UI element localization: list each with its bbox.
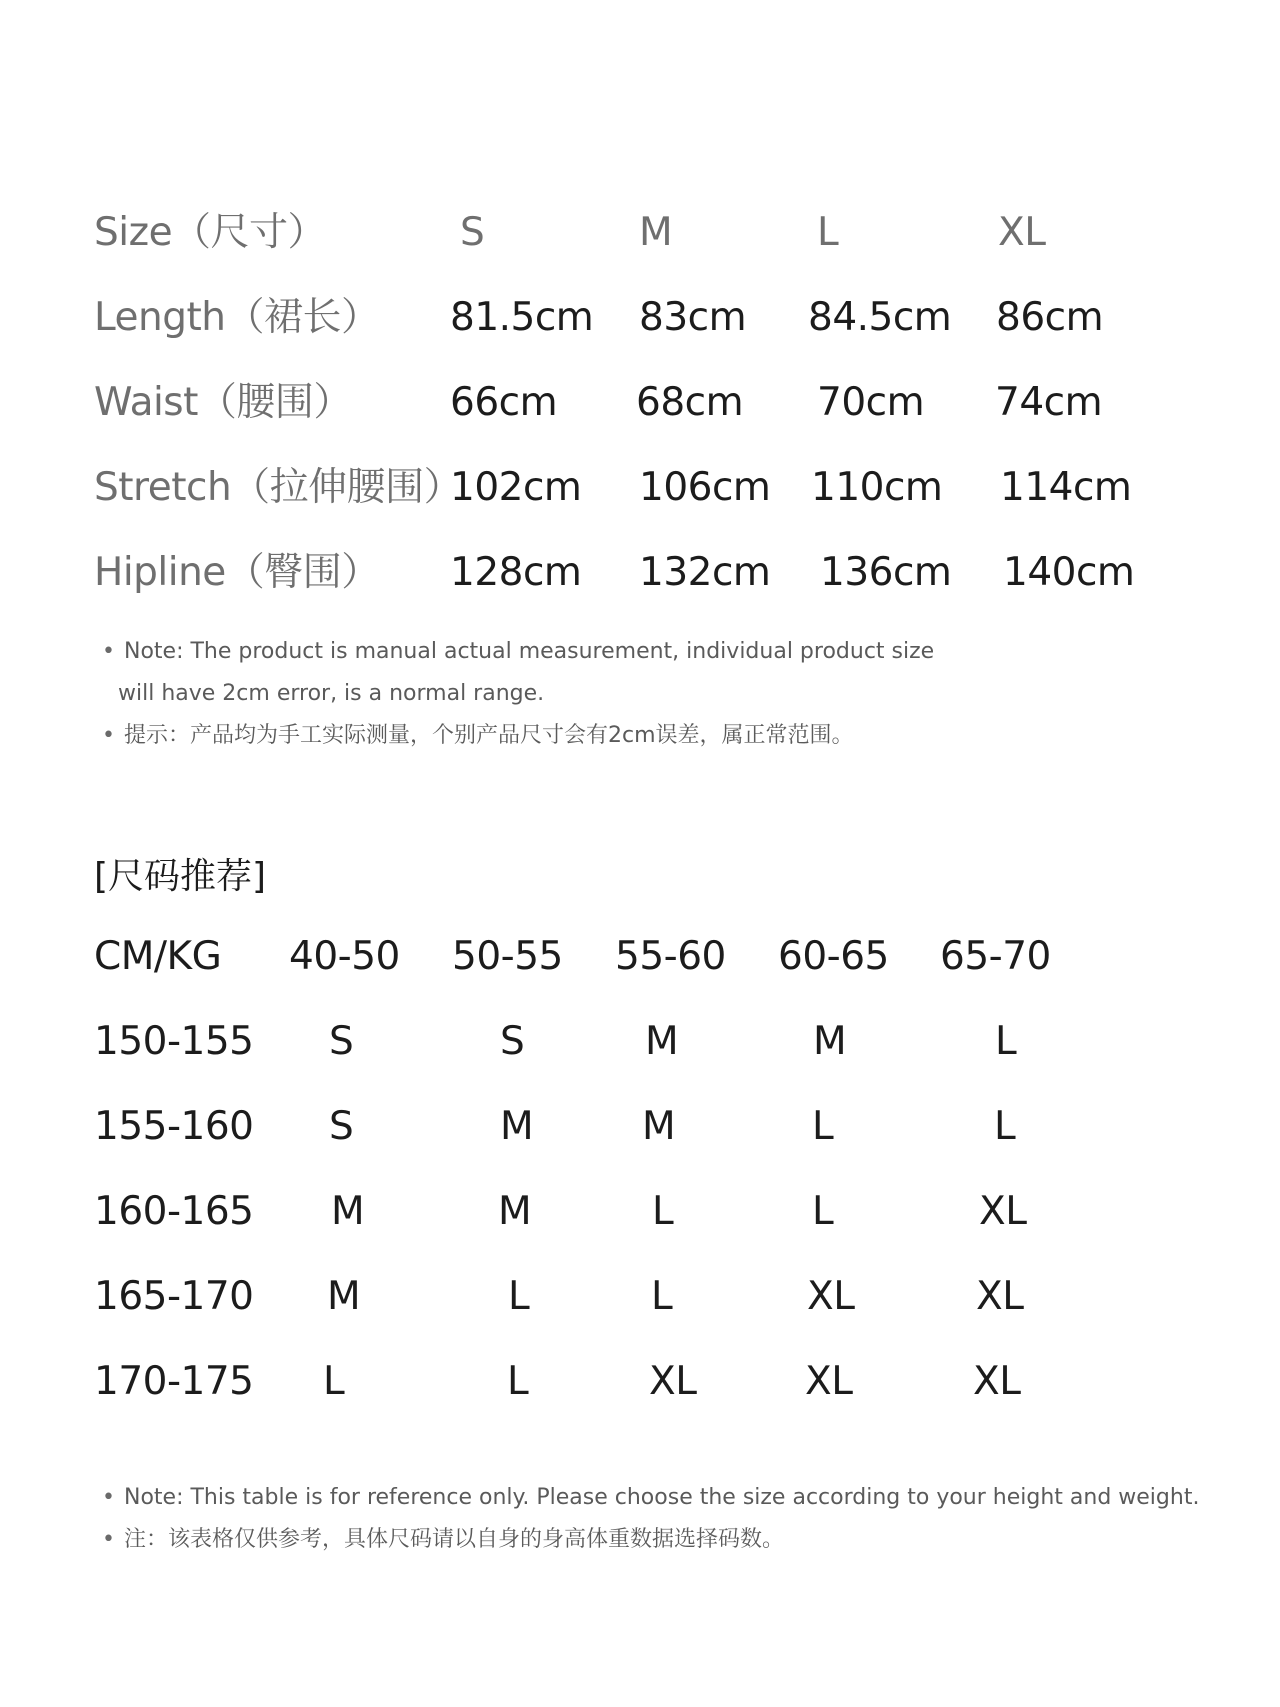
row-label: Length（裙长）: [94, 295, 380, 340]
rec-header-label: CM/KG: [94, 934, 222, 979]
measurement-notes: [98, 631, 1248, 757]
rec-size: L: [507, 1359, 529, 1404]
rec-size: M: [331, 1189, 365, 1234]
row-label: Hipline（臀围）: [94, 550, 380, 595]
height-label: 155-160: [94, 1104, 254, 1149]
height-label: 160-165: [94, 1189, 254, 1234]
size-header-l: L: [817, 210, 839, 255]
note-item: [98, 1477, 1248, 1519]
length-m: 83cm: [639, 295, 747, 340]
rec-size: XL: [976, 1274, 1024, 1319]
note-item: [98, 715, 1248, 757]
rec-size: XL: [973, 1359, 1021, 1404]
rec-size: L: [652, 1189, 674, 1234]
size-header-m: M: [639, 210, 673, 255]
note-en-line2: will have 2cm error, is a normal range.: [118, 681, 545, 706]
stretch-m: 106cm: [639, 465, 771, 510]
rec-size: M: [498, 1189, 532, 1234]
note-en-line1: Note: The product is manual actual measurement, individual product size: [124, 639, 935, 664]
height-label: 170-175: [94, 1359, 254, 1404]
rec-row: [94, 1272, 1194, 1357]
size-chart-row-hipline: [94, 548, 1194, 633]
row-label: Stretch（拉伸腰围）: [94, 465, 463, 510]
size-chart: [94, 208, 1194, 633]
rec-size: M: [645, 1019, 679, 1064]
length-l: 84.5cm: [808, 295, 952, 340]
rec-size: XL: [649, 1359, 697, 1404]
reference-notes: [98, 1477, 1248, 1561]
note-en: Note: This table is for reference only. Please choose the size according to your height and weight.: [124, 1485, 1200, 1510]
rec-size: L: [323, 1359, 345, 1404]
length-s: 81.5cm: [450, 295, 594, 340]
stretch-l: 110cm: [811, 465, 943, 510]
rec-size: XL: [807, 1274, 855, 1319]
bullet-icon: •: [102, 723, 115, 748]
size-header-label: Size（尺寸）: [94, 210, 327, 255]
size-header-s: S: [460, 210, 485, 255]
waist-s: 66cm: [450, 380, 558, 425]
rec-size: L: [995, 1019, 1017, 1064]
waist-l: 70cm: [817, 380, 925, 425]
hipline-s: 128cm: [450, 550, 582, 595]
rec-size: M: [813, 1019, 847, 1064]
size-chart-row-stretch: [94, 463, 1194, 548]
rec-size: S: [329, 1104, 354, 1149]
rec-size: L: [651, 1274, 673, 1319]
size-chart-header-row: [94, 208, 1194, 293]
hipline-l: 136cm: [820, 550, 952, 595]
size-recommendation-table: [94, 932, 1194, 1442]
rec-size: L: [812, 1104, 834, 1149]
rec-size: L: [994, 1104, 1016, 1149]
rec-row: [94, 1102, 1194, 1187]
rec-row: [94, 1357, 1194, 1442]
height-label: 150-155: [94, 1019, 254, 1064]
note-zh: 提示：产品均为手工实际测量，个别产品尺寸会有2cm误差，属正常范围。: [124, 723, 854, 748]
weight-header: 50-55: [452, 934, 563, 979]
rec-size: XL: [979, 1189, 1027, 1234]
rec-size: S: [500, 1019, 525, 1064]
bullet-icon: •: [102, 1485, 115, 1510]
waist-xl: 74cm: [995, 380, 1103, 425]
rec-size: S: [329, 1019, 354, 1064]
rec-row: [94, 1187, 1194, 1272]
rec-size: M: [327, 1274, 361, 1319]
rec-size: L: [508, 1274, 530, 1319]
bullet-icon: •: [102, 1527, 115, 1552]
stretch-xl: 114cm: [1000, 465, 1132, 510]
rec-header-row: [94, 932, 1194, 1017]
note-item: [98, 631, 1248, 673]
weight-header: 60-65: [778, 934, 889, 979]
size-chart-row-waist: [94, 378, 1194, 463]
weight-header: 40-50: [289, 934, 400, 979]
hipline-xl: 140cm: [1003, 550, 1135, 595]
rec-size: M: [500, 1104, 534, 1149]
size-header-xl: XL: [998, 210, 1046, 255]
stretch-s: 102cm: [450, 465, 582, 510]
height-label: 165-170: [94, 1274, 254, 1319]
weight-header: 65-70: [940, 934, 1051, 979]
rec-row: [94, 1017, 1194, 1102]
size-recommendation-title: [尺码推荐]: [94, 856, 267, 897]
row-label: Waist（腰围）: [94, 380, 352, 425]
bullet-icon: •: [102, 639, 115, 664]
rec-size: M: [642, 1104, 676, 1149]
size-chart-row-length: [94, 293, 1194, 378]
length-xl: 86cm: [996, 295, 1104, 340]
hipline-m: 132cm: [639, 550, 771, 595]
weight-header: 55-60: [615, 934, 726, 979]
note-item: [98, 1519, 1248, 1561]
rec-size: XL: [805, 1359, 853, 1404]
rec-size: L: [812, 1189, 834, 1234]
waist-m: 68cm: [636, 380, 744, 425]
note-zh: 注：该表格仅供参考，具体尺码请以自身的身高体重数据选择码数。: [124, 1527, 785, 1552]
